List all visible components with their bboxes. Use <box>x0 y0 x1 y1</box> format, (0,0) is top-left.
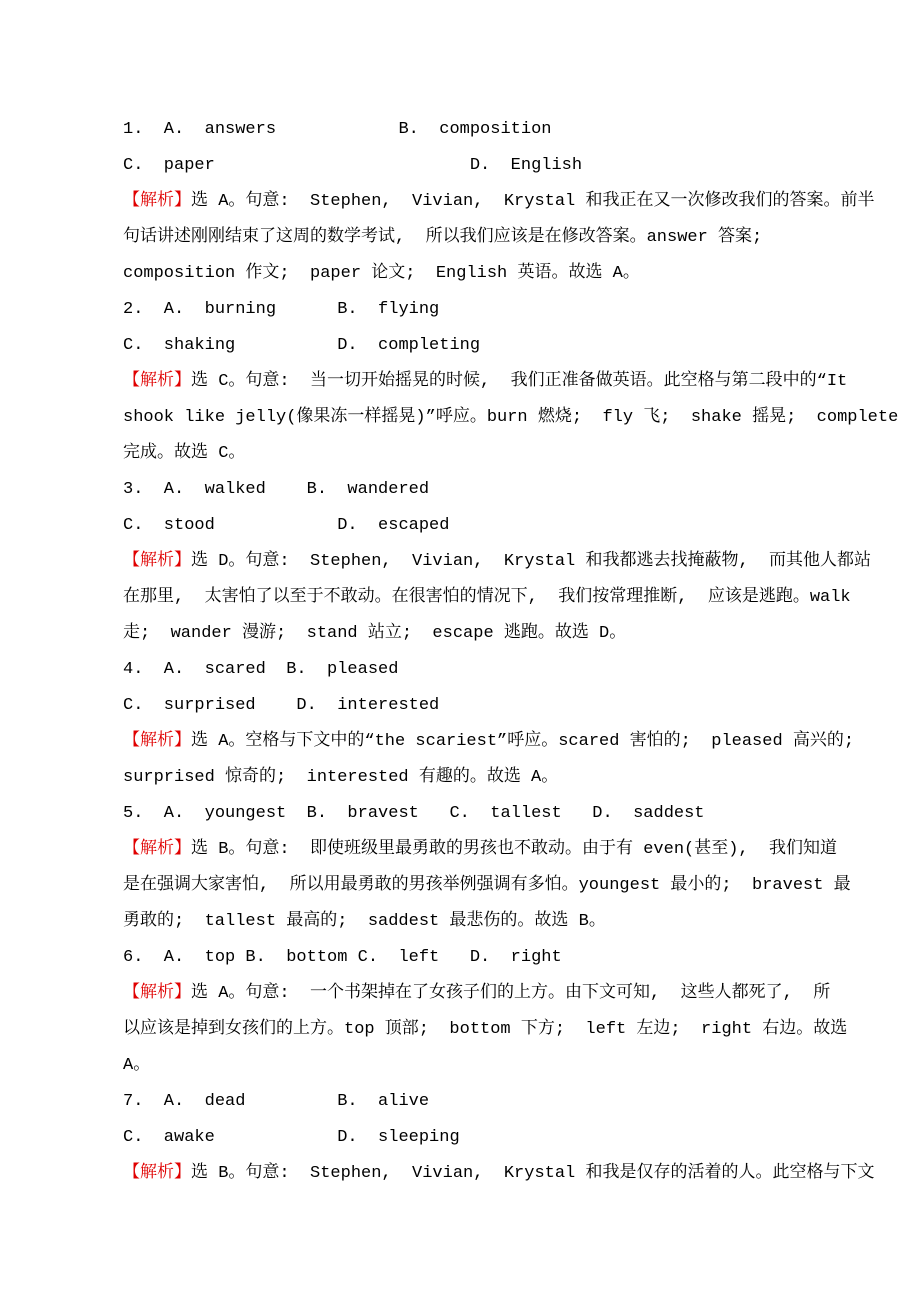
line-text: 5. A. youngest B. bravest C. tallest D. saddest <box>123 804 705 823</box>
text-line <box>123 904 825 940</box>
line-text: 句话讲述刚刚结束了这周的数学考试, 所以我们应该是在修改答案。answer 答案; <box>123 228 773 247</box>
options-line <box>123 796 825 832</box>
line-text: 选 A。空格与下文中的“the scariest”呼应。scared 害怕的; pleased 高兴的; <box>191 732 865 751</box>
text-line <box>123 1012 848 1048</box>
line-text: 选 A。句意: 一个书架掉在了女孩子们的上方。由下文可知, 这些人都死了, 所 <box>191 984 831 1003</box>
text-line <box>123 256 825 292</box>
line-text: A。 <box>123 1056 151 1075</box>
line-text: 6. A. top B. bottom C. left D. right <box>123 948 562 967</box>
line-text: 走; wander 漫游; stand 站立; escape 逃跑。故选 D。 <box>123 624 627 643</box>
line-text: C. surprised D. interested <box>123 696 440 715</box>
text-line <box>123 436 825 472</box>
options-line <box>123 652 825 688</box>
explanation-line <box>123 544 872 580</box>
line-text: 勇敢的; tallest 最高的; saddest 最悲伤的。故选 B。 <box>123 912 606 931</box>
line-text: 4. A. scared B. pleased <box>123 660 399 679</box>
options-line <box>123 148 825 184</box>
line-text: C. stood D. escaped <box>123 516 450 535</box>
line-text: 选 B。句意: 即使班级里最勇敢的男孩也不敢动。由于有 even(甚至), 我们知道 <box>191 840 838 859</box>
line-text: 完成。故选 C。 <box>123 444 246 463</box>
line-text: 1. A. answers B. composition <box>123 120 552 139</box>
options-line <box>123 112 825 148</box>
explanation-line <box>123 364 848 400</box>
text-line <box>123 400 899 436</box>
analysis-label: 【解析】 <box>123 552 191 571</box>
options-line <box>123 1120 825 1156</box>
line-text: 选 A。句意: Stephen, Vivian, Krystal 和我正在又一次修改我们的答案。前半 <box>191 192 875 211</box>
line-text: 选 C。句意: 当一切开始摇晃的时候, 我们正准备做英语。此空格与第二段中的“It <box>191 372 848 391</box>
explanation-line <box>123 1156 875 1192</box>
analysis-label: 【解析】 <box>123 192 191 211</box>
text-line <box>123 1048 825 1084</box>
analysis-label: 【解析】 <box>123 372 191 391</box>
line-text: C. paper D. English <box>123 156 583 175</box>
line-text: 7. A. dead B. alive <box>123 1092 430 1111</box>
options-line <box>123 292 825 328</box>
text-line <box>123 760 825 796</box>
options-line <box>123 688 825 724</box>
options-line <box>123 472 825 508</box>
text-line <box>123 220 825 256</box>
options-line <box>123 1084 825 1120</box>
line-text: 选 B。句意: Stephen, Vivian, Krystal 和我是仅存的活着的人。此空格与下文 <box>191 1164 875 1183</box>
line-text: C. shaking D. completing <box>123 336 481 355</box>
line-text: 是在强调大家害怕, 所以用最勇敢的男孩举例强调有多怕。youngest 最小的; bravest 最 <box>123 876 851 895</box>
text-line <box>123 868 851 904</box>
line-text: 选 D。句意: Stephen, Vivian, Krystal 和我都逃去找掩蔽物, 而其他人都站 <box>191 552 872 571</box>
text-line <box>123 616 825 652</box>
document-text <box>123 112 899 1192</box>
line-text: C. awake D. sleeping <box>123 1128 460 1147</box>
line-text: 在那里, 太害怕了以至于不敢动。在很害怕的情况下, 我们按常理推断, 应该是逃跑。walk <box>123 588 851 607</box>
analysis-label: 【解析】 <box>123 1164 191 1183</box>
options-line <box>123 508 825 544</box>
line-text: composition 作文; paper 论文; English 英语。故选 A。 <box>123 264 640 283</box>
explanation-line <box>123 184 875 220</box>
analysis-label: 【解析】 <box>123 840 191 859</box>
line-text: surprised 惊奇的; interested 有趣的。故选 A。 <box>123 768 559 787</box>
options-line <box>123 940 825 976</box>
explanation-line <box>123 976 831 1012</box>
analysis-label: 【解析】 <box>123 984 191 1003</box>
line-text: shook like jelly(像果冻一样摇晃)”呼应。burn 燃烧; fly 飞; shake 摇晃; complete <box>123 408 899 427</box>
line-text: 以应该是掉到女孩们的上方。top 顶部; bottom 下方; left 左边; right 右边。故选 <box>123 1020 848 1039</box>
line-text: 3. A. walked B. wandered <box>123 480 430 499</box>
text-line <box>123 580 851 616</box>
explanation-line <box>123 724 865 760</box>
options-line <box>123 328 825 364</box>
explanation-line <box>123 832 838 868</box>
analysis-label: 【解析】 <box>123 732 191 751</box>
line-text: 2. A. burning B. flying <box>123 300 440 319</box>
